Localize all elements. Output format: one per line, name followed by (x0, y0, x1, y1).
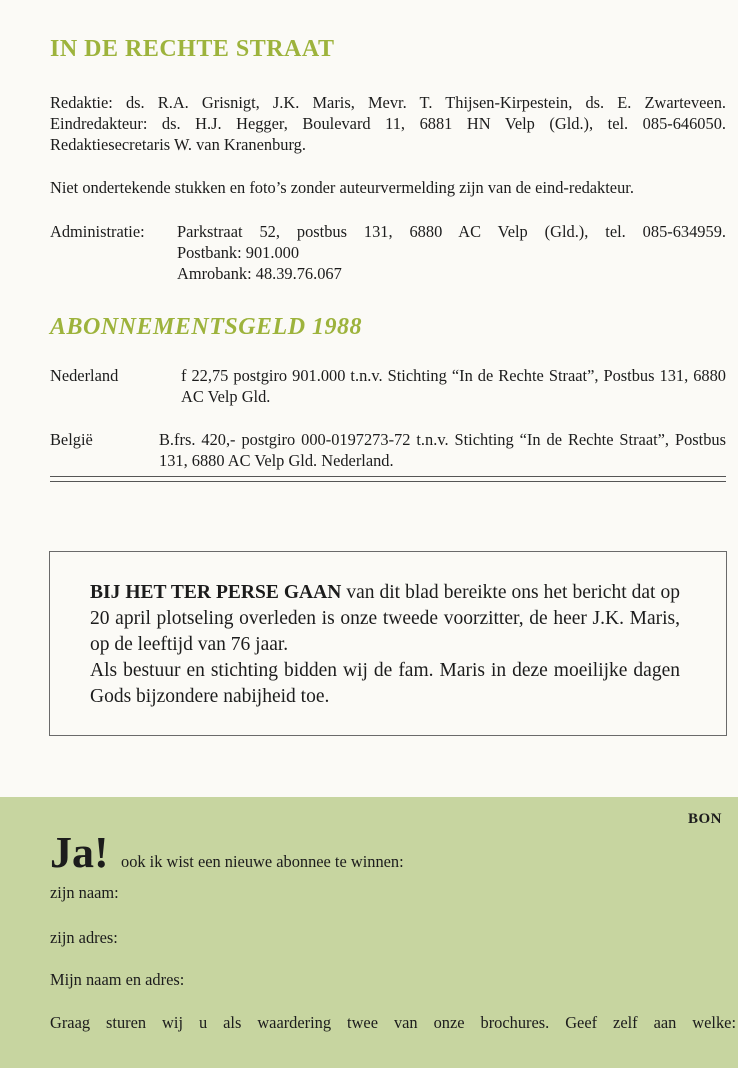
naam-field-label: zijn naam: (50, 883, 119, 902)
belgie-text: B.frs. 420,- postgiro 000-0197273-72 t.n.v. Stichting “In de Rechte Straat”, Postbus 131, 6880 AC Velp Gld. Nederland. (159, 430, 726, 470)
ja-heading: Ja! (50, 828, 109, 877)
administratie-details (177, 221, 726, 284)
belgie-label: België (50, 430, 93, 449)
administratie-amrobank: Amrobank: 48.39.76.067 (177, 264, 342, 283)
nederland-label: Nederland (50, 366, 119, 385)
bon-label: BON (687, 811, 722, 827)
announcement-text (90, 580, 680, 710)
magazine-title: IN DE RECHTE STRAAT (50, 36, 335, 62)
notice-paragraph: Niet ondertekende stukken en foto’s zonder auteurvermelding zijn van de eind-redakteur. (50, 178, 634, 197)
divider-line (50, 481, 726, 482)
brochure-request-text: Graag sturen wij u als waardering twee van onze brochures. Geef zelf aan welke: (50, 1013, 736, 1032)
abonnement-title: ABONNEMENTSGELD 1988 (50, 314, 363, 340)
announcement-body: van dit blad bereikte ons het bericht dat op 20 april plotseling overleden is onze tweede voorzitter, de heer J.K. Maris, op de leeftijd van 76 jaar. (90, 582, 681, 655)
redaktie-paragraph: Redaktie: ds. R.A. Grisnigt, J.K. Maris, Mevr. T. Thijsen-Kirpestein, ds. E. Zwarteveen. Eindredakteur: ds. H.J. Hegger, Boulevard 11, 6881 HN Velp (Gld.), tel. 085-646050. Redaktiesecretaris W. van Kranenburg. (50, 93, 726, 154)
bon-intro: ook ik wist een nieuwe abonnee te winnen: (121, 852, 404, 871)
mijn-naam-adres-label: Mijn naam en adres: (50, 970, 185, 989)
adres-field-label: zijn adres: (50, 928, 118, 947)
administratie-label: Administratie: (50, 222, 145, 241)
nederland-text: f 22,75 postgiro 901.000 t.n.v. Stichting “In de Rechte Straat”, Postbus 131, 6880 AC Velp Gld. (181, 366, 726, 406)
announcement-bold: BIJ HET TER PERSE GAAN (90, 582, 342, 603)
administratie-address: Parkstraat 52, postbus 131, 6880 AC Velp (Gld.), tel. 085-634959. (177, 222, 726, 241)
announcement-box (49, 551, 727, 736)
announcement-prayer: Als bestuur en stichting bidden wij de fam. Maris in deze moeilijke dagen Gods bijzondere nabijheid toe. (90, 660, 680, 707)
administratie-postbank: Postbank: 901.000 (177, 243, 300, 262)
divider-line (50, 476, 726, 477)
